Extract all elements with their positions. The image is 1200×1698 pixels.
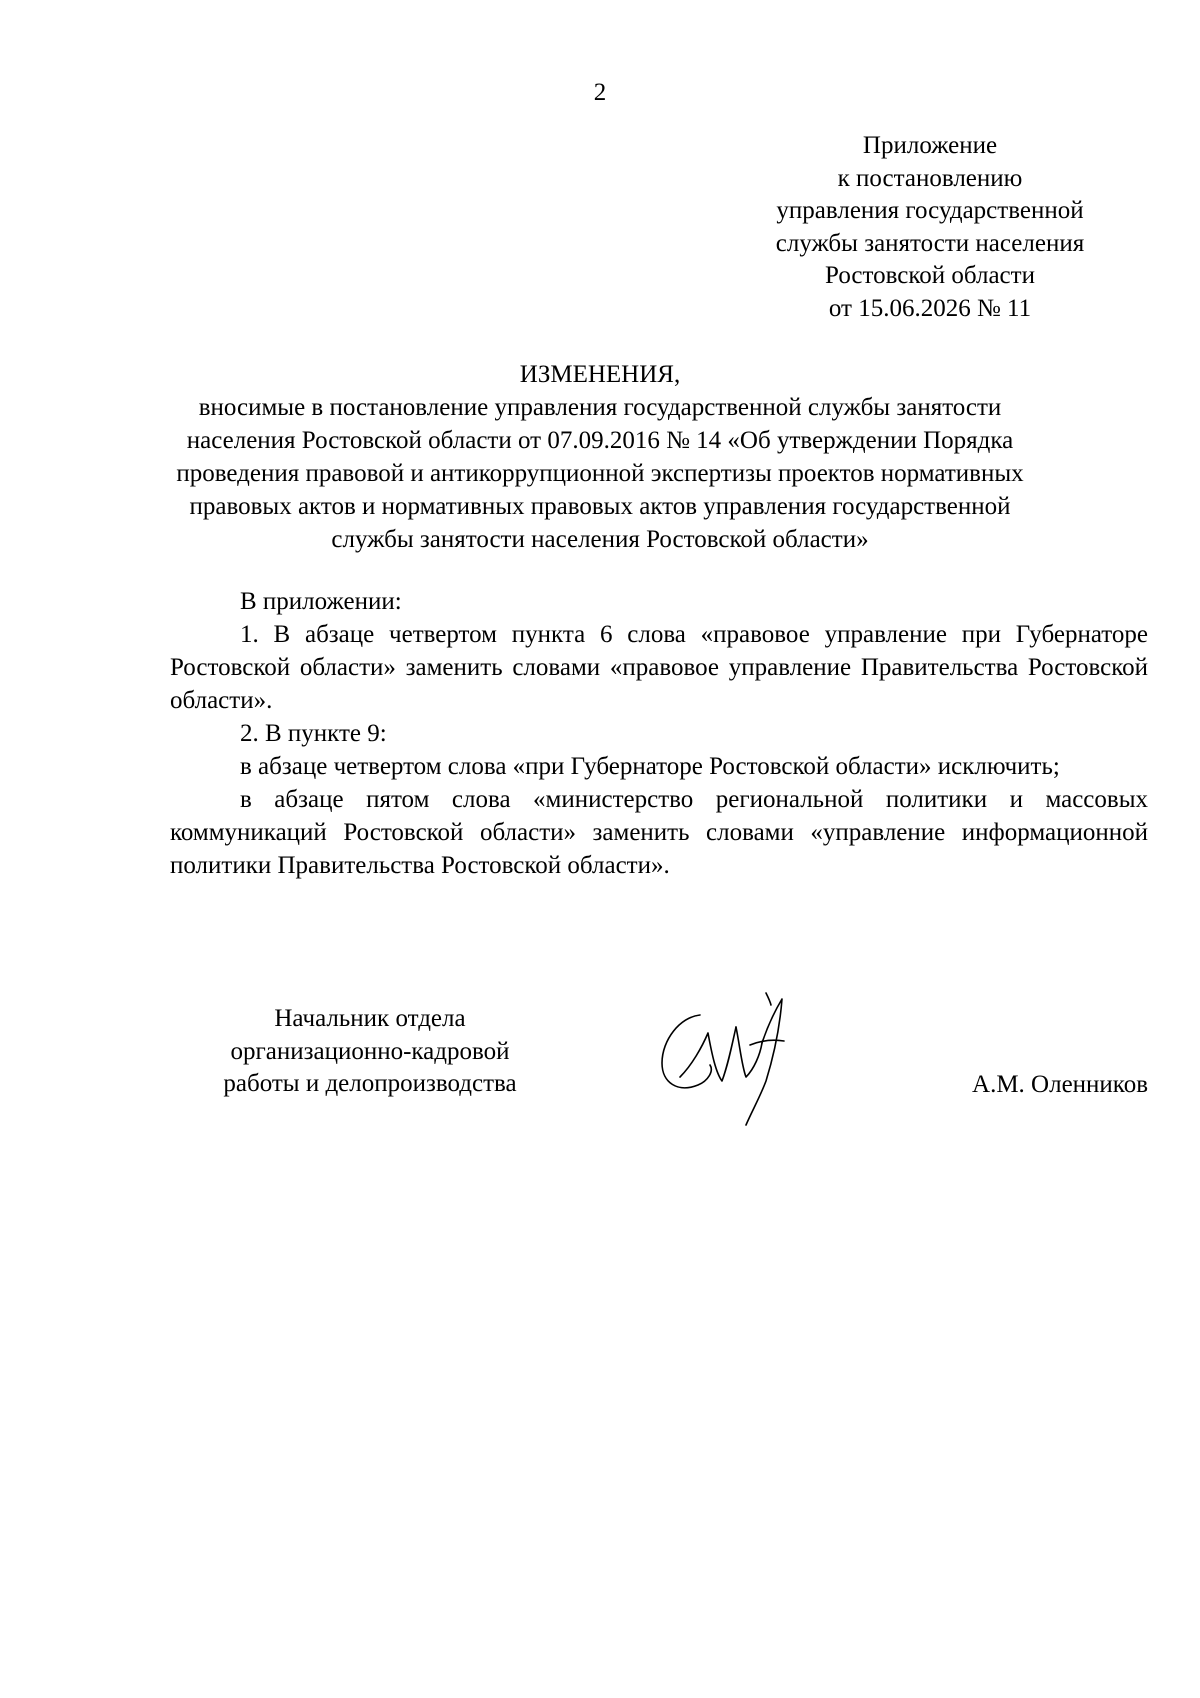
body-paragraph: 2. В пункте 9: <box>240 720 387 747</box>
signer-position <box>180 1003 560 1101</box>
body-paragraph: в абзаце пятом слова «министерство региональной политики и массовых коммуникаций Ростовской области» заменить словами «управление информационной политики Правительства Ростовской области». <box>170 786 1148 879</box>
appendix-line: службы занятости населения <box>775 229 1085 257</box>
appendix-block <box>715 130 1145 325</box>
signer-name: А.М. Оленников <box>972 1071 1148 1098</box>
title-subtitle-line: вносимые в постановление управления государственной службы занятости <box>198 394 1002 421</box>
handwritten-signature <box>650 985 830 1135</box>
title-subtitle-line: проведения правовой и антикоррупционной экспертизы проектов нормативных <box>176 460 1024 487</box>
appendix-line: к постановлению <box>837 164 1023 192</box>
signer-position-line: организационно-кадровой <box>230 1037 510 1065</box>
document-title <box>150 358 1050 556</box>
signer-position-line: работы и делопроизводства <box>223 1070 517 1097</box>
document-body <box>170 585 1148 882</box>
page-number: 2 <box>593 79 607 106</box>
appendix-line: Ростовской области <box>825 262 1035 289</box>
title-heading: ИЗМЕНЕНИЯ, <box>519 361 681 388</box>
body-paragraph: 1. В абзаце четвертом пункта 6 слова «правовое управление при Губернаторе Ростовской области» заменить словами «правовое управление Правительства Ростовской области». <box>170 621 1148 714</box>
title-subtitle-line: правовых актов и нормативных правовых актов управления государственной <box>189 493 1011 520</box>
title-subtitle-line: населения Ростовской области от 07.09.2016 № 14 «Об утверждении Порядка <box>186 427 1014 454</box>
appendix-line: управления государственной <box>776 197 1084 224</box>
body-paragraph: в абзаце четвертом слова «при Губернаторе Ростовской области» исключить; <box>240 753 1060 780</box>
appendix-date-number: от 15.06.2026 № 11 <box>828 294 1032 322</box>
title-subtitle-line: службы занятости населения Ростовской области» <box>331 526 869 553</box>
appendix-line: Приложение <box>862 132 998 159</box>
signer-position-line: Начальник отдела <box>274 1005 466 1032</box>
body-paragraph: В приложении: <box>240 588 402 615</box>
